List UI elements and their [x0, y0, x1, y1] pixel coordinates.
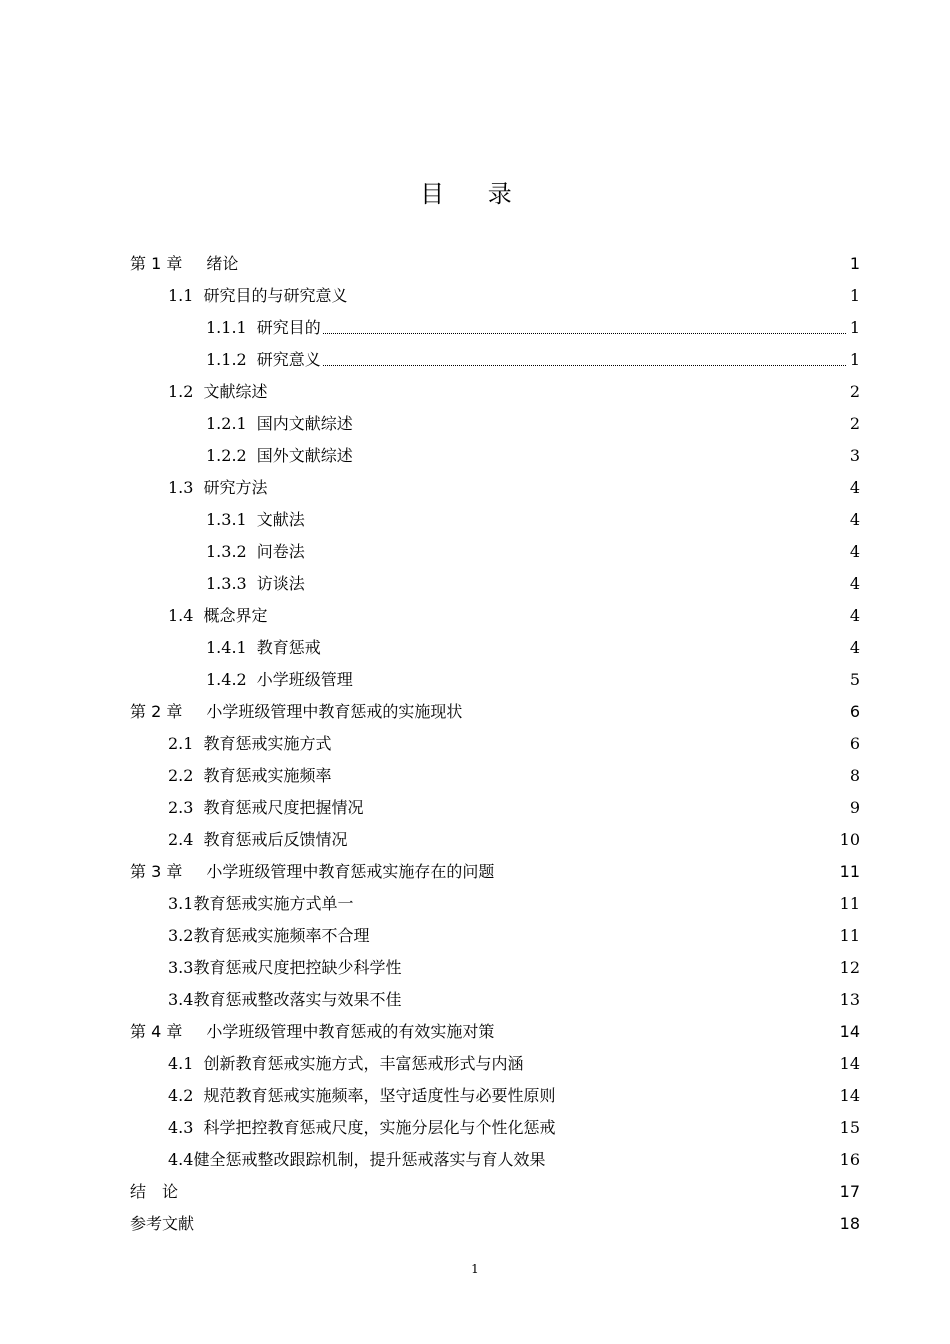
toc-entry-title: 绪论 — [206, 254, 239, 273]
dot-leader — [323, 638, 846, 658]
toc-entry[interactable] — [130, 434, 860, 466]
toc-entry[interactable] — [130, 562, 860, 594]
dot-leader — [349, 286, 845, 306]
toc-entry[interactable] — [130, 946, 860, 978]
toc-entry-number: 1.1.1 — [206, 318, 247, 337]
toc-entry[interactable] — [130, 306, 860, 338]
dot-leader — [557, 1086, 835, 1106]
toc-entry[interactable] — [130, 498, 860, 530]
toc-entry-number: 4.3 — [168, 1118, 194, 1137]
toc-entry-number: 3.3 — [168, 958, 194, 977]
toc-title: 目 录 — [420, 180, 530, 208]
toc-entry-title: 教育惩戒后反馈情况 — [203, 830, 348, 849]
toc-entry-title: 教育惩戒尺度把控缺少科学性 — [193, 958, 402, 977]
dot-leader — [240, 254, 845, 274]
toc-entry-page: 11 — [839, 894, 860, 913]
toc-entry-number: 2.4 — [168, 830, 194, 849]
toc-entry-title: 结 论 — [130, 1182, 179, 1201]
toc-entry[interactable] — [130, 978, 860, 1010]
dot-leader — [333, 766, 845, 786]
toc-entry-title: 小学班级管理 — [256, 670, 353, 689]
toc-entry-title: 教育惩戒尺度把握情况 — [203, 798, 364, 817]
toc-entry-page: 16 — [839, 1150, 860, 1169]
toc-entry-number: 3.2 — [168, 926, 194, 945]
toc-entry-page: 15 — [839, 1118, 860, 1137]
table-of-contents — [130, 242, 860, 1234]
dot-leader — [349, 830, 835, 850]
toc-entry-title: 教育惩戒实施方式 — [203, 734, 332, 753]
toc-entry-title: 概念界定 — [203, 606, 268, 625]
toc-entry[interactable] — [130, 1170, 860, 1202]
toc-entry-page: 4 — [849, 574, 860, 593]
toc-entry-number: 2.1 — [168, 734, 194, 753]
toc-entry-page: 4 — [849, 606, 860, 625]
toc-entry[interactable] — [130, 914, 860, 946]
toc-entry-title: 研究意义 — [256, 350, 321, 369]
dot-leader — [464, 702, 845, 722]
dot-leader — [355, 414, 846, 434]
toc-entry-number: 4.1 — [168, 1054, 194, 1073]
toc-entry-number: 1.4.2 — [206, 670, 247, 689]
toc-entry-title: 教育惩戒实施方式单一 — [193, 894, 354, 913]
toc-entry[interactable] — [130, 1074, 860, 1106]
toc-entry-title: 文献综述 — [203, 382, 268, 401]
toc-entry[interactable] — [130, 1202, 860, 1234]
toc-entry-number: 第 1 章 — [130, 254, 183, 273]
dot-leader — [323, 318, 846, 334]
toc-entry-page: 6 — [849, 734, 860, 753]
toc-entry-title: 教育惩戒实施频率 — [203, 766, 332, 785]
dot-leader — [403, 958, 835, 978]
toc-entry[interactable] — [130, 242, 860, 274]
toc-entry-page: 14 — [839, 1054, 860, 1073]
toc-entry-title: 教育惩戒实施频率不合理 — [193, 926, 370, 945]
toc-entry-title: 科学把控教育惩戒尺度，实施分层化与个性化惩戒 — [203, 1118, 556, 1137]
toc-entry-title: 研究方法 — [203, 478, 268, 497]
toc-entry[interactable] — [130, 1010, 860, 1042]
toc-entry-title: 创新教育惩戒实施方式，丰富惩戒形式与内涵 — [203, 1054, 524, 1073]
toc-entry-page: 1 — [849, 350, 860, 369]
dot-leader — [196, 1214, 836, 1234]
toc-entry[interactable] — [130, 882, 860, 914]
toc-entry-page: 4 — [849, 638, 860, 657]
toc-entry[interactable] — [130, 626, 860, 658]
toc-entry-number: 3.4 — [168, 990, 194, 1009]
dot-leader — [180, 1182, 836, 1202]
toc-entry-number: 1.2 — [168, 382, 194, 401]
toc-entry[interactable] — [130, 722, 860, 754]
toc-entry-page: 11 — [839, 862, 860, 881]
toc-entry[interactable] — [130, 754, 860, 786]
toc-entry-number: 4.4 — [168, 1150, 194, 1169]
toc-entry-page: 4 — [849, 510, 860, 529]
dot-leader — [307, 574, 846, 594]
toc-entry-page: 1 — [849, 254, 860, 273]
toc-entry[interactable] — [130, 1106, 860, 1138]
toc-entry-number: 1.3 — [168, 478, 194, 497]
toc-entry-title: 研究目的与研究意义 — [203, 286, 348, 305]
toc-entry-title: 规范教育惩戒实施频率，坚守适度性与必要性原则 — [203, 1086, 556, 1105]
toc-entry-page: 14 — [839, 1086, 860, 1105]
toc-entry-page: 8 — [849, 766, 860, 785]
toc-entry-title: 研究目的 — [256, 318, 321, 337]
toc-entry-title: 国外文献综述 — [256, 446, 353, 465]
toc-entry-page: 14 — [839, 1022, 860, 1041]
toc-entry-title: 小学班级管理中教育惩戒实施存在的问题 — [206, 862, 495, 881]
toc-entry-title: 教育惩戒 — [256, 638, 321, 657]
toc-entry-number: 1.1 — [168, 286, 194, 305]
toc-entry[interactable] — [130, 274, 860, 306]
dot-leader — [269, 606, 845, 626]
toc-entry-number: 1.4.1 — [206, 638, 247, 657]
toc-entry[interactable] — [130, 370, 860, 402]
dot-leader — [269, 478, 845, 498]
toc-entry-number: 第 2 章 — [130, 702, 183, 721]
dot-leader — [355, 670, 846, 690]
toc-entry-number: 3.1 — [168, 894, 194, 913]
dot-leader — [333, 734, 845, 754]
toc-entry[interactable] — [130, 658, 860, 690]
toc-entry-number: 1.4 — [168, 606, 194, 625]
toc-entry-number: 2.2 — [168, 766, 194, 785]
toc-entry-number: 第 3 章 — [130, 862, 183, 881]
dot-leader — [547, 1150, 835, 1170]
dot-leader — [557, 1118, 835, 1138]
toc-entry-number: 4.2 — [168, 1086, 194, 1105]
toc-entry-title: 访谈法 — [256, 574, 305, 593]
toc-entry-page: 9 — [849, 798, 860, 817]
toc-entry-page: 13 — [839, 990, 860, 1009]
toc-entry-number: 1.3.3 — [206, 574, 247, 593]
dot-leader — [496, 862, 835, 882]
dot-leader — [269, 382, 845, 402]
toc-entry[interactable] — [130, 1138, 860, 1170]
dot-leader — [307, 542, 846, 562]
toc-entry[interactable] — [130, 690, 860, 722]
toc-entry[interactable] — [130, 818, 860, 850]
toc-entry-number: 2.3 — [168, 798, 194, 817]
toc-entry[interactable] — [130, 594, 860, 626]
toc-entry[interactable] — [130, 850, 860, 882]
toc-entry-page: 17 — [839, 1182, 860, 1201]
toc-entry-title: 文献法 — [256, 510, 305, 529]
toc-entry-page: 18 — [839, 1214, 860, 1233]
page-number: 1 — [471, 1262, 479, 1276]
toc-entry-page: 10 — [839, 830, 860, 849]
dot-leader — [323, 350, 846, 366]
toc-entry[interactable] — [130, 402, 860, 434]
toc-entry-number: 1.3.1 — [206, 510, 247, 529]
toc-entry-title: 小学班级管理中教育惩戒的有效实施对策 — [206, 1022, 495, 1041]
toc-entry-page: 4 — [849, 542, 860, 561]
toc-entry-page: 6 — [849, 702, 860, 721]
toc-entry-number: 1.1.2 — [206, 350, 247, 369]
toc-entry-page: 2 — [849, 382, 860, 401]
toc-entry-number: 1.2.2 — [206, 446, 247, 465]
toc-entry-number: 第 4 章 — [130, 1022, 183, 1041]
dot-leader — [496, 1022, 835, 1042]
dot-leader — [355, 446, 846, 466]
dot-leader — [307, 510, 846, 530]
toc-entry-page: 1 — [849, 286, 860, 305]
dot-leader — [525, 1054, 835, 1074]
dot-leader — [355, 894, 835, 914]
toc-entry-number: 1.3.2 — [206, 542, 247, 561]
toc-entry-page: 1 — [849, 318, 860, 337]
toc-entry-page: 11 — [839, 926, 860, 945]
toc-entry-title: 国内文献综述 — [256, 414, 353, 433]
toc-entry[interactable] — [130, 530, 860, 562]
toc-entry[interactable] — [130, 466, 860, 498]
dot-leader — [403, 990, 835, 1010]
toc-entry-title: 参考文献 — [130, 1214, 195, 1233]
dot-leader — [365, 798, 845, 818]
toc-entry[interactable] — [130, 786, 860, 818]
toc-entry-page: 3 — [849, 446, 860, 465]
dot-leader — [371, 926, 835, 946]
toc-entry-page: 5 — [849, 670, 860, 689]
toc-entry-number: 1.2.1 — [206, 414, 247, 433]
toc-entry-title: 小学班级管理中教育惩戒的实施现状 — [206, 702, 463, 721]
toc-entry-page: 4 — [849, 478, 860, 497]
toc-entry-page: 12 — [839, 958, 860, 977]
toc-entry-title: 教育惩戒整改落实与效果不佳 — [193, 990, 402, 1009]
toc-entry-title: 健全惩戒整改跟踪机制，提升惩戒落实与育人效果 — [193, 1150, 546, 1169]
toc-entry-title: 问卷法 — [256, 542, 305, 561]
toc-entry[interactable] — [130, 338, 860, 370]
toc-entry-page: 2 — [849, 414, 860, 433]
toc-entry[interactable] — [130, 1042, 860, 1074]
